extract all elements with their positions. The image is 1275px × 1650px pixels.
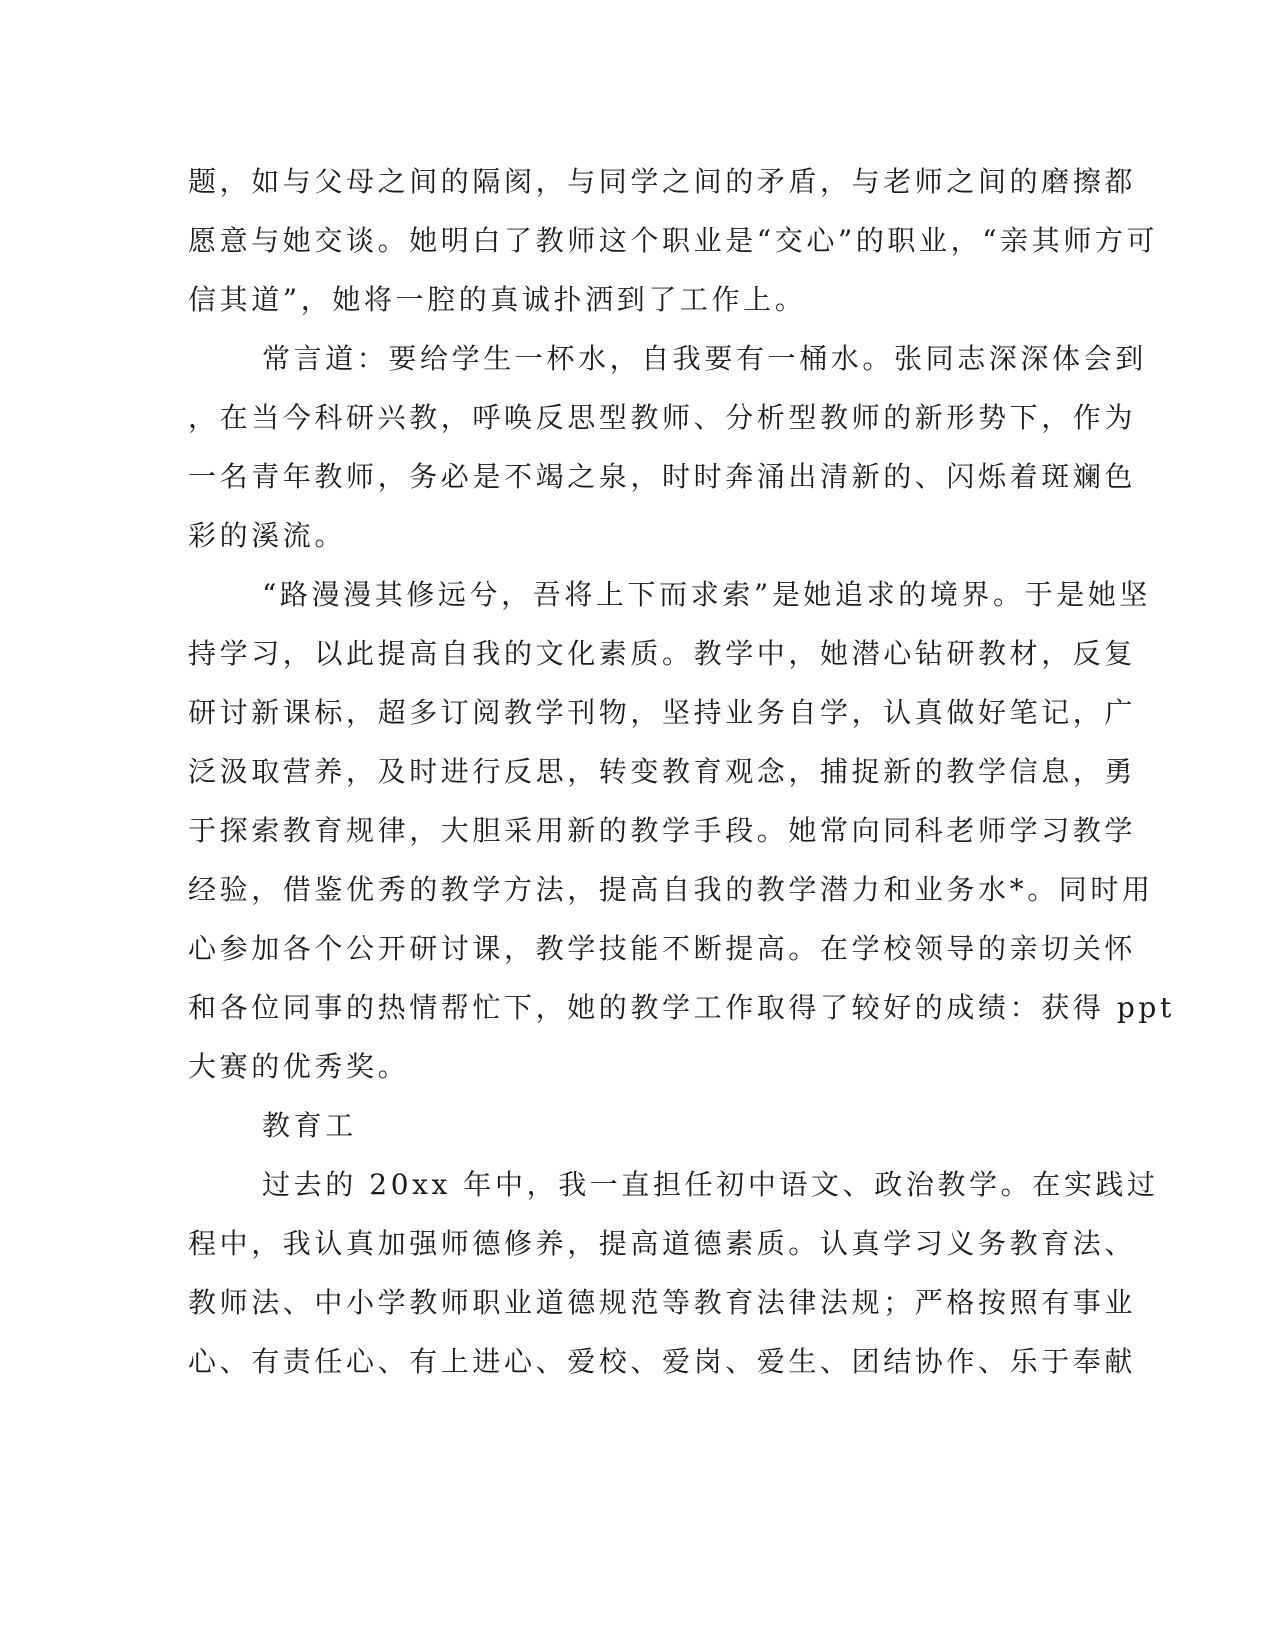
text-line: 心参加各个公开研讨课，教学技能不断提高。在学校领导的亲切关怀 <box>188 932 1137 965</box>
text-line: 程中，我认真加强师德修养，提高道德素质。认真学习义务教育法、 <box>188 1227 1137 1260</box>
text-line: 心、有责任心、有上进心、爱校、爱岗、爱生、团结协作、乐于奉献 <box>188 1345 1137 1378</box>
text-line: 泛汲取营养，及时进行反思，转变教育观念，捕捉新的教学信息，勇 <box>188 755 1137 788</box>
text-line: 和各位同事的热情帮忙下，她的教学工作取得了较好的成绩：获得 ppt <box>188 991 1175 1024</box>
text-line: 愿意与她交谈。她明白了教师这个职业是“交心”的职业，“亲其师方可 <box>188 224 1159 257</box>
text-line: 常言道：要给学生一杯水，自我要有一桶水。张同志深深体会到 <box>262 342 1147 375</box>
text-line: ，在当今科研兴教，呼唤反思型教师、分析型教师的新形势下，作为 <box>188 401 1137 434</box>
text-line: 一名青年教师，务必是不竭之泉，时时奔涌出清新的、闪烁着斑斓色 <box>188 460 1137 493</box>
text-line: 大赛的优秀奖。 <box>188 1050 410 1083</box>
text-line: “路漫漫其修远兮，吾将上下而求索”是她追求的境界。于是她坚 <box>262 578 1152 611</box>
text-line: 过去的 20xx 年中，我一直担任初中语文、政治教学。在实践过 <box>262 1168 1159 1201</box>
text-line: 持学习，以此提高自我的文化素质。教学中，她潜心钻研教材，反复 <box>188 637 1137 670</box>
text-line: 于探索教育规律，大胆采用新的教学手段。她常向同科老师学习教学 <box>188 814 1137 847</box>
text-line: 彩的溪流。 <box>188 519 347 552</box>
text-line: 研讨新课标，超多订阅教学刊物，坚持业务自学，认真做好笔记，广 <box>188 696 1137 729</box>
text-line: 题，如与父母之间的隔阂，与同学之间的矛盾，与老师之间的磨擦都 <box>188 165 1137 198</box>
section-heading: 教育工 <box>262 1109 357 1142</box>
text-line: 信其道”，她将一腔的真诚扑洒到了工作上。 <box>188 283 807 316</box>
text-line: 经验，借鉴优秀的教学方法，提高自我的教学潜力和业务水*。同时用 <box>188 873 1154 906</box>
text-line: 教师法、中小学教师职业道德规范等教育法律法规；严格按照有事业 <box>188 1286 1137 1319</box>
